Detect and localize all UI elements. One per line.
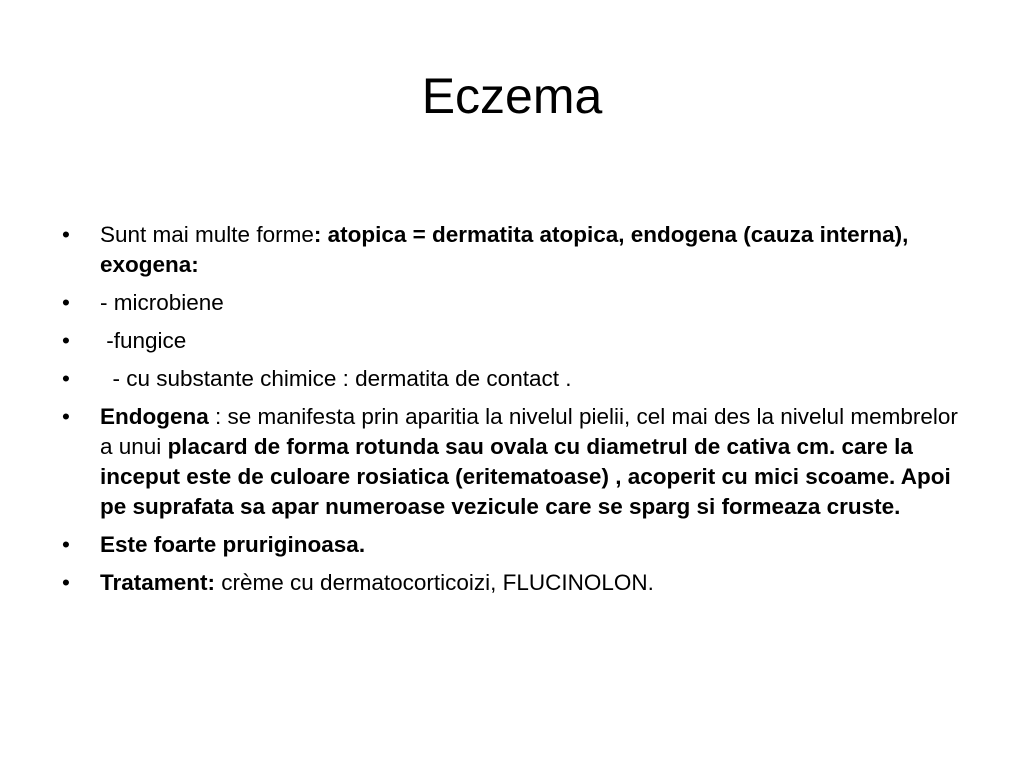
bullet-text: - cu substante chimice : dermatita de contact . <box>100 366 572 391</box>
bullet-text: : se manifesta prin aparitia la nivelul pielii, cel mai des la nivelul membrelor a unui <box>100 404 965 459</box>
bullet-item <box>62 326 962 356</box>
bullet-item <box>62 220 962 280</box>
bullet-item <box>62 568 962 598</box>
bullet-dot-icon: • <box>62 532 70 557</box>
bullet-dot-icon: • <box>62 570 70 595</box>
bullet-item <box>62 530 962 560</box>
bullet-list <box>62 220 965 598</box>
bullet-dot-icon: • <box>62 328 70 353</box>
bullet-text: Sunt mai multe forme <box>100 222 314 247</box>
slide-content <box>62 220 965 606</box>
bullet-dot-icon: • <box>62 404 70 429</box>
bullet-text-bold: : atopica = dermatita atopica, endogena (cauza interna), exogena: <box>100 222 915 277</box>
bullet-text-bold: Tratament: <box>100 570 216 595</box>
bullet-item <box>62 364 962 394</box>
bullet-item <box>62 402 965 522</box>
bullet-text: crème cu dermatocorticoizi, FLUCINOLON. <box>215 570 654 595</box>
bullet-item <box>62 288 962 318</box>
bullet-text: -fungice <box>100 328 187 353</box>
bullet-dot-icon: • <box>62 290 70 315</box>
bullet-text-bold: Endogena <box>100 404 209 429</box>
bullet-text-bold: Este foarte pruriginoasa. <box>100 532 366 557</box>
bullet-dot-icon: • <box>62 222 70 247</box>
bullet-dot-icon: • <box>62 366 70 391</box>
slide-title: Eczema <box>421 68 603 124</box>
bullet-text: - microbiene <box>100 290 224 315</box>
bullet-text-bold: placard de forma rotunda sau ovala cu diametrul de cativa cm. care la inceput este de culoare rosiatica (eritematoase) , acoperit cu mici scoame. Apoi pe suprafata sa apar numeroase vezicule care se sparg si formeaza cruste. <box>100 434 964 519</box>
